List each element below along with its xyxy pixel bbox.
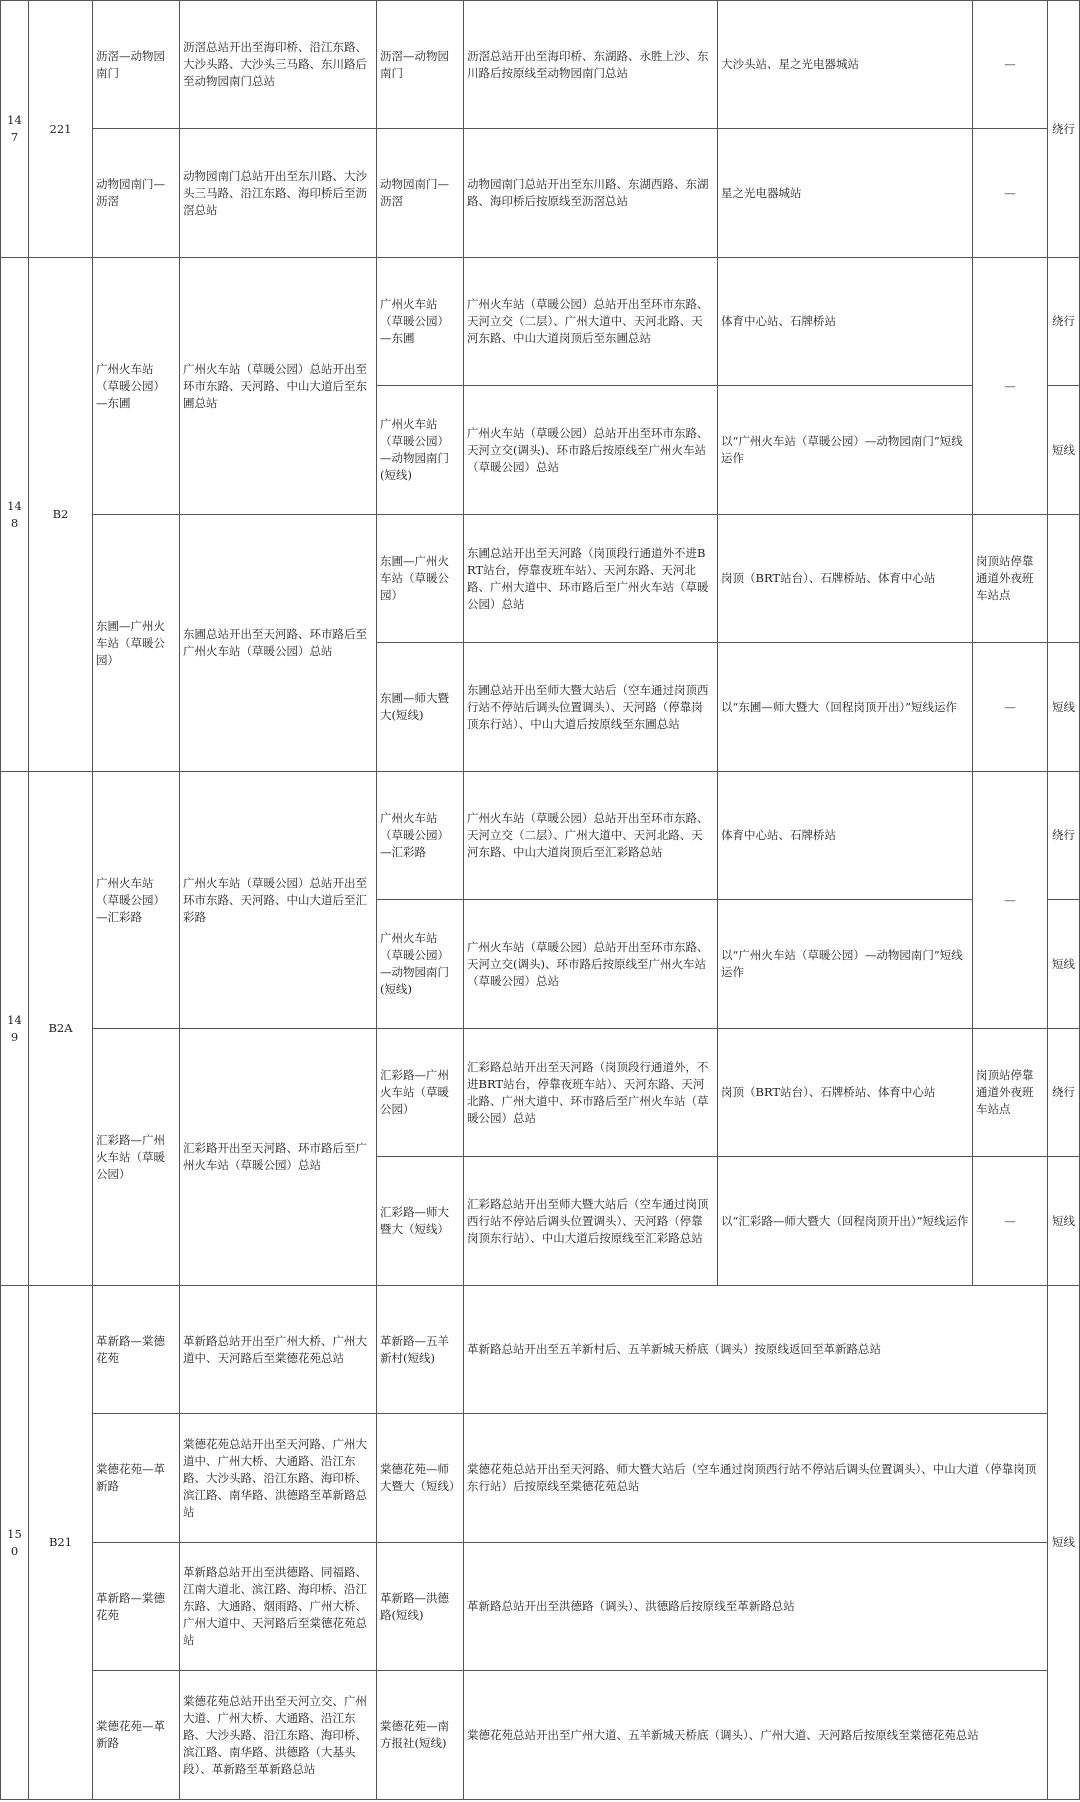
stops-cell: 以“东圃—师大暨大（回程岗顶开出）”短线运作 xyxy=(718,643,973,772)
adjusted-route-cell: 革新路总站开出至五羊新村后、五羊新城天桥底（调头）按原线返回至革新路总站 xyxy=(464,1286,1048,1414)
adjusted-route-cell: 广州火车站（草暖公园）总站开出至环市东路、天河立交（二层）、广州大道中、天河北路、天河东路、中山大道岗顶后至汇彩路总站 xyxy=(464,772,718,900)
direction-cell: 棠德花苑—革新路 xyxy=(93,1671,180,1800)
original-route-cell: 棠德花苑总站开出至天河路、广州大道中、广州大桥、大通路、沿江东路、大沙头路、沿江东路、海印桥、滨江路、南华路、洪德路至革新路总站 xyxy=(180,1414,377,1543)
table-row xyxy=(1,1543,1080,1671)
table-row xyxy=(1,515,1080,643)
table-row xyxy=(1,1414,1080,1543)
extra-cell: — xyxy=(973,129,1048,258)
adjusted-name-cell: 汇彩路—师大暨大（短线） xyxy=(377,1157,464,1286)
direction-cell: 动物园南门—沥滘 xyxy=(93,129,180,258)
direction-cell: 东圃—广州火车站（草暖公园） xyxy=(93,515,180,772)
type-cell: 短线 xyxy=(1048,900,1080,1029)
type-cell: 短线 xyxy=(1048,643,1080,772)
direction-cell: 革新路—棠德花苑 xyxy=(93,1286,180,1414)
adjusted-name-cell: 广州火车站（草暖公园）—动物园南门(短线) xyxy=(377,900,464,1029)
adjusted-route-cell: 沥滘总站开出至海印桥、东湖路、永胜上沙、东川路后按原线至动物园南门总站 xyxy=(464,1,718,129)
stops-cell: 岗顶（BRT站台）、石牌桥站、体育中心站 xyxy=(718,515,973,643)
type-cell xyxy=(1048,515,1080,643)
original-route-cell: 动物园南门总站开出至东川路、大沙头三马路、沿江东路、海印桥后至沥滘总站 xyxy=(180,129,377,258)
extra-cell: 岗顶站停靠通道外夜班车站点 xyxy=(973,1029,1048,1157)
row-number: 149 xyxy=(1,772,29,1286)
stops-cell: 星之光电器城站 xyxy=(718,129,973,258)
adjusted-route-cell: 棠德花苑总站开出至广州大道、五羊新城天桥底（调头）、广州大道、天河路后按原线至棠德花苑总站 xyxy=(464,1671,1048,1800)
extra-cell: — xyxy=(973,643,1048,772)
adjusted-name-cell: 革新路—五羊新村(短线) xyxy=(377,1286,464,1414)
adjusted-name-cell: 革新路—洪德路(短线) xyxy=(377,1543,464,1671)
adjusted-name-cell: 动物园南门—沥滘 xyxy=(377,129,464,258)
direction-cell: 广州火车站（草暖公园）—东圃 xyxy=(93,258,180,515)
extra-cell: 岗顶站停靠通道外夜班车站点 xyxy=(973,515,1048,643)
type-cell: 绕行 xyxy=(1048,258,1080,386)
original-route-cell: 棠德花苑总站开出至天河立交、广州大道、广州大桥、大通路、沿江东路、大沙头路、沿江东路、海印桥、滨江路、南华路、洪德路（大基头段）、革新路至革新路总站 xyxy=(180,1671,377,1800)
adjusted-route-cell: 东圃总站开出至师大暨大站后（空车通过岗顶西行站不停站后调头位置调头）、天河路（停靠岗顶东行站）、中山大道后按原线至东圃总站 xyxy=(464,643,718,772)
adjusted-name-cell: 广州火车站（草暖公园）—东圃 xyxy=(377,258,464,386)
adjusted-route-cell: 汇彩路总站开出至天河路（岗顶段行通道外，不进BRT站台，停靠夜班车站）、天河东路、天河北路、广州大道中、环市路后至广州火车站（草暖公园）总站 xyxy=(464,1029,718,1157)
type-cell: 短线 xyxy=(1048,1157,1080,1286)
original-route-cell: 广州火车站（草暖公园）总站开出至环市东路、天河路、中山大道后至汇彩路 xyxy=(180,772,377,1029)
table-row xyxy=(1,1671,1080,1800)
original-route-cell: 沥滘总站开出至海印桥、沿江东路、大沙头路、大沙头三马路、东川路后至动物园南门总站 xyxy=(180,1,377,129)
adjusted-route-cell: 动物园南门总站开出至东川路、东湖西路、东湖路、海印桥后按原线至沥滘总站 xyxy=(464,129,718,258)
row-number: 148 xyxy=(1,258,29,772)
adjusted-route-cell: 广州火车站（草暖公园）总站开出至环市东路、天河立交(调头)、环市路后按原线至广州火车站（草暖公园）总站 xyxy=(464,386,718,515)
direction-cell: 广州火车站（草暖公园）—汇彩路 xyxy=(93,772,180,1029)
table-row xyxy=(1,258,1080,386)
table-row xyxy=(1,129,1080,258)
adjusted-name-cell: 广州火车站（草暖公园）—汇彩路 xyxy=(377,772,464,900)
direction-cell: 汇彩路—广州火车站（草暖公园） xyxy=(93,1029,180,1286)
direction-cell: 革新路—棠德花苑 xyxy=(93,1543,180,1671)
table-row xyxy=(1,772,1080,900)
adjusted-route-cell: 广州火车站（草暖公园）总站开出至环市东路、天河立交（二层）、广州大道中、天河北路、天河东路、中山大道岗顶后至东圃总站 xyxy=(464,258,718,386)
stops-cell: 岗顶（BRT站台）、石牌桥站、体育中心站 xyxy=(718,1029,973,1157)
stops-cell: 体育中心站、石牌桥站 xyxy=(718,772,973,900)
adjusted-name-cell: 棠德花苑—南方报社(短线) xyxy=(377,1671,464,1800)
route-number: B2 xyxy=(29,258,93,772)
extra-cell: — xyxy=(973,258,1048,515)
table-row xyxy=(1,1,1080,129)
row-number: 150 xyxy=(1,1286,29,1800)
stops-cell: 以“广州火车站（草暖公园）—动物园南门”短线运作 xyxy=(718,900,973,1029)
original-route-cell: 革新路总站开出至洪德路、同福路、江南大道北、滨江路、海印桥、沿江东路、大通路、烟雨路、广州大桥、广州大道中、天河路后至棠德花苑总站 xyxy=(180,1543,377,1671)
stops-cell: 大沙头站、星之光电器城站 xyxy=(718,1,973,129)
row-number: 147 xyxy=(1,1,29,258)
stops-cell: 以“汇彩路—师大暨大（回程岗顶开出）”短线运作 xyxy=(718,1157,973,1286)
table-row xyxy=(1,1029,1080,1157)
original-route-cell: 广州火车站（草暖公园）总站开出至环市东路、天河路、中山大道后至东圃总站 xyxy=(180,258,377,515)
route-number: 221 xyxy=(29,1,93,258)
adjusted-name-cell: 东圃—师大暨大(短线) xyxy=(377,643,464,772)
adjusted-name-cell: 东圃—广州火车站（草暖公园） xyxy=(377,515,464,643)
direction-cell: 棠德花苑—革新路 xyxy=(93,1414,180,1543)
adjusted-name-cell: 棠德花苑—师大暨大（短线） xyxy=(377,1414,464,1543)
type-cell: 短线 xyxy=(1048,386,1080,515)
extra-cell: — xyxy=(973,1,1048,129)
adjusted-route-cell: 棠德花苑总站开出至天河路、师大暨大站后（空车通过岗顶西行站不停站后调头位置调头）、中山大道（停靠岗顶东行站）后按原线至棠德花苑总站 xyxy=(464,1414,1048,1543)
type-cell: 短线 xyxy=(1048,1286,1080,1800)
type-cell: 绕行 xyxy=(1048,1029,1080,1157)
type-cell: 绕行 xyxy=(1048,1,1080,258)
table-row xyxy=(1,1286,1080,1414)
original-route-cell: 东圃总站开出至天河路、环市路后至广州火车站（草暖公园）总站 xyxy=(180,515,377,772)
adjusted-name-cell: 沥滘—动物园南门 xyxy=(377,1,464,129)
stops-cell: 体育中心站、石牌桥站 xyxy=(718,258,973,386)
adjusted-name-cell: 汇彩路—广州火车站（草暖公园） xyxy=(377,1029,464,1157)
adjusted-name-cell: 广州火车站（草暖公园）—动物园南门(短线) xyxy=(377,386,464,515)
adjusted-route-cell: 革新路总站开出至洪德路（调头）、洪德路后按原线至革新路总站 xyxy=(464,1543,1048,1671)
type-cell: 绕行 xyxy=(1048,772,1080,900)
extra-cell: — xyxy=(973,1157,1048,1286)
extra-cell: — xyxy=(973,772,1048,1029)
adjusted-route-cell: 汇彩路总站开出至师大暨大站后（空车通过岗顶西行站不停站后调头位置调头）、天河路（停靠岗顶东行站）、中山大道后按原线至汇彩路总站 xyxy=(464,1157,718,1286)
route-number: B2A xyxy=(29,772,93,1286)
route-number: B21 xyxy=(29,1286,93,1800)
adjusted-route-cell: 东圃总站开出至天河路（岗顶段行通道外不进BRT站台，停靠夜班车站）、天河东路、天河北路、广州大道中、环市路后至广州火车站（草暖公园）总站 xyxy=(464,515,718,643)
original-route-cell: 革新路总站开出至广州大桥、广州大道中、天河路后至棠德花苑总站 xyxy=(180,1286,377,1414)
direction-cell: 沥滘—动物园南门 xyxy=(93,1,180,129)
stops-cell: 以“广州火车站（草暖公园）—动物园南门”短线运作 xyxy=(718,386,973,515)
original-route-cell: 汇彩路开出至天河路、环市路后至广州火车站（草暖公园）总站 xyxy=(180,1029,377,1286)
adjusted-route-cell: 广州火车站（草暖公园）总站开出至环市东路、天河立交(调头)、环市路后按原线至广州火车站（草暖公园）总站 xyxy=(464,900,718,1029)
